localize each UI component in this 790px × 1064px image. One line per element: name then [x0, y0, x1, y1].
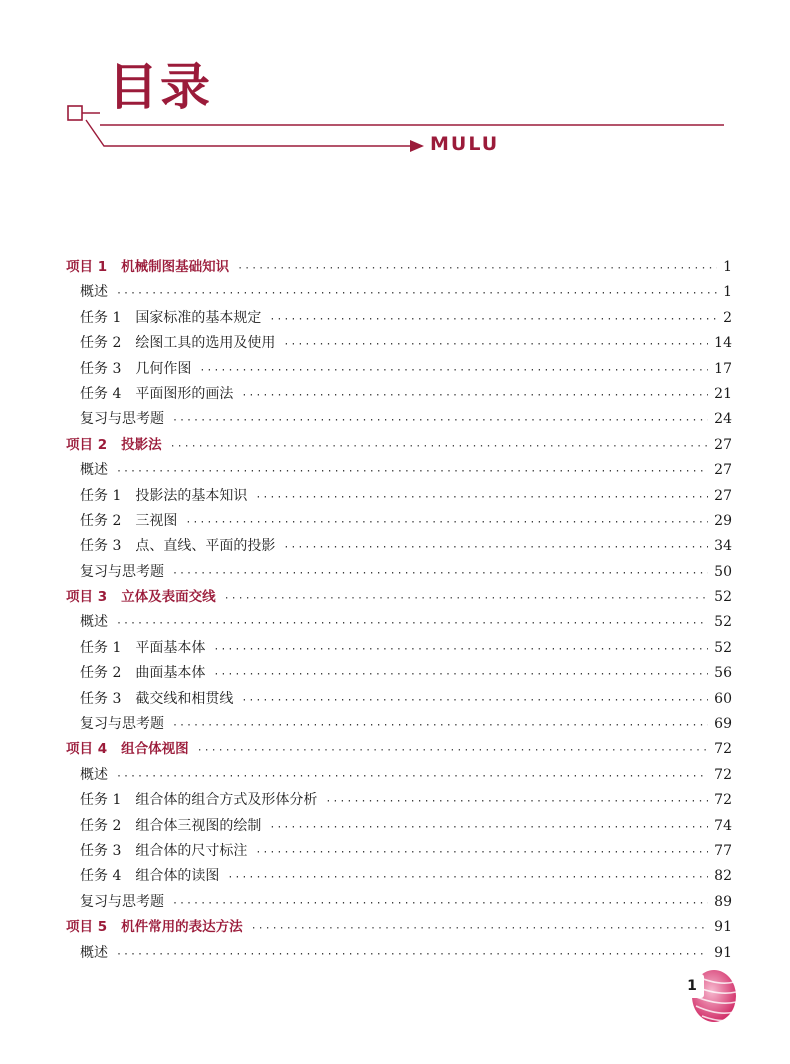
- toc-entry[interactable]: [66, 788, 732, 813]
- toc-entry-title: 平面图形的画法: [135, 385, 234, 402]
- toc-entry-number: 任务 3: [80, 842, 122, 859]
- toc-entry-page: 77: [714, 842, 732, 859]
- toc-entry[interactable]: [66, 636, 732, 661]
- toc-entry[interactable]: [66, 890, 732, 915]
- toc-entry-title: 组合体的读图: [135, 868, 220, 885]
- toc-entry-title: 概述: [80, 284, 108, 301]
- dot-leader: [241, 383, 708, 408]
- toc-entry-number: 任务 4: [80, 868, 122, 885]
- toc-entry-label: [80, 458, 108, 483]
- toc-entry-page: 72: [714, 766, 732, 783]
- dot-leader: [283, 332, 708, 357]
- toc-entry-label: [80, 864, 219, 889]
- toc-entry-label: [80, 661, 205, 686]
- dot-leader: [255, 485, 708, 510]
- toc-entry[interactable]: [66, 534, 732, 559]
- toc-entry-page: 69: [714, 716, 732, 733]
- toc-entry-title: 机械制图基础知识: [121, 259, 230, 275]
- toc-entry-title: 复习与思考题: [80, 411, 164, 428]
- toc-entry-page: 60: [714, 690, 732, 707]
- toc-entry-page: 27: [714, 462, 732, 479]
- dot-leader: [269, 815, 708, 840]
- toc-entry-label: [66, 585, 216, 610]
- toc-entry-page: 27: [714, 436, 732, 453]
- toc-entry[interactable]: [66, 407, 732, 432]
- toc-entry-page: 56: [714, 665, 732, 682]
- toc-entry-title: 曲面基本体: [135, 665, 206, 682]
- toc-header: [0, 0, 790, 170]
- toc-entry-label: [80, 331, 275, 356]
- toc-entry-label: [80, 610, 108, 635]
- toc-entry-label: [80, 280, 108, 305]
- toc-entry-label: [80, 534, 275, 559]
- dot-leader: [237, 256, 717, 281]
- dot-leader: [213, 662, 708, 687]
- toc-entry-title: 复习与思考题: [80, 716, 164, 733]
- toc-entry-page: 27: [714, 487, 732, 504]
- toc-entry[interactable]: [66, 712, 732, 737]
- dot-leader: [197, 738, 709, 763]
- dot-leader: [325, 789, 708, 814]
- toc-entry-page: 72: [714, 792, 732, 809]
- toc-entry-page: 1: [723, 259, 732, 275]
- toc-entry[interactable]: [66, 864, 732, 889]
- toc-entry-title: 复习与思考题: [80, 893, 164, 910]
- toc-entry-number: 任务 2: [80, 665, 122, 682]
- toc-entry-number: 任务 1: [80, 487, 122, 504]
- toc-entry-number: 任务 2: [80, 335, 122, 352]
- toc-entry-label: [80, 357, 191, 382]
- toc-entry-number: 项目 4: [66, 741, 108, 758]
- toc-entry-title: 概述: [80, 766, 108, 783]
- toc-entry[interactable]: [66, 814, 732, 839]
- dot-leader: [185, 510, 708, 535]
- toc-entry-number: 任务 1: [80, 639, 122, 656]
- toc-entry-page: 91: [714, 944, 732, 961]
- toc-entry-page: 52: [714, 589, 732, 606]
- toc-entry-label: [80, 712, 164, 737]
- toc-entry[interactable]: [66, 484, 732, 509]
- toc-entry-page: 14: [714, 335, 732, 352]
- dot-leader: [170, 434, 709, 459]
- toc-entry-page: 2: [723, 309, 732, 326]
- toc-project-entry[interactable]: [66, 585, 732, 610]
- toc-entry-title: 平面基本体: [135, 639, 206, 656]
- dot-leader: [116, 942, 708, 967]
- toc-entry[interactable]: [66, 661, 732, 686]
- toc-entry-title: 组合体三视图的绘制: [135, 817, 262, 834]
- toc-entry-number: 任务 3: [80, 538, 122, 555]
- toc-entry[interactable]: [66, 763, 732, 788]
- toc-entry-title: 机件常用的表达方法: [121, 919, 243, 936]
- page-badge-icon: [672, 966, 738, 1026]
- dot-leader: [172, 891, 708, 916]
- toc-entry-title: 组合体视图: [121, 741, 189, 758]
- toc-entry[interactable]: [66, 382, 732, 407]
- toc-project-entry[interactable]: [66, 737, 732, 762]
- toc-entry-label: [80, 788, 317, 813]
- toc-entry-title: 投影法的基本知识: [135, 487, 248, 504]
- toc-entry-label: [66, 737, 189, 762]
- toc-entry-title: 绘图工具的选用及使用: [135, 335, 276, 352]
- dot-leader: [255, 840, 708, 865]
- toc-entry-label: [80, 560, 164, 585]
- dot-leader: [227, 865, 708, 890]
- page-number: 1: [687, 978, 697, 994]
- toc-entry-label: [80, 814, 261, 839]
- toc-entry[interactable]: [66, 458, 732, 483]
- toc-entry[interactable]: [66, 509, 732, 534]
- toc-entry-title: 三视图: [135, 512, 178, 529]
- toc-entry-title: 概述: [80, 462, 108, 479]
- toc-entry-label: [80, 941, 108, 966]
- toc-entry-page: 1: [723, 284, 732, 301]
- toc-entry-number: 项目 1: [66, 259, 108, 275]
- toc-entry-page: 34: [714, 538, 732, 555]
- toc-entry-number: 项目 2: [66, 436, 108, 453]
- dot-leader: [283, 535, 708, 560]
- toc-entry-title: 复习与思考题: [80, 563, 164, 580]
- toc-entry-title: 点、直线、平面的投影: [135, 538, 276, 555]
- toc-entry[interactable]: [66, 687, 732, 712]
- toc-entry[interactable]: [66, 306, 732, 331]
- toc-entry[interactable]: [66, 839, 732, 864]
- toc-entry-page: 50: [714, 563, 732, 580]
- dot-leader: [199, 358, 708, 383]
- dot-leader: [172, 561, 708, 586]
- toc-entry-label: [80, 636, 205, 661]
- toc-entry-title: 国家标准的基本规定: [135, 309, 262, 326]
- toc-entry-label: [80, 763, 108, 788]
- dot-leader: [241, 688, 708, 713]
- toc-entry-title: 概述: [80, 614, 108, 631]
- toc-entry-number: 任务 3: [80, 360, 122, 377]
- toc-project-entry[interactable]: [66, 915, 732, 940]
- dot-leader: [172, 713, 708, 738]
- toc-entry-title: 概述: [80, 944, 108, 961]
- toc-entry-label: [80, 890, 164, 915]
- dot-leader: [116, 459, 708, 484]
- toc-entry[interactable]: [66, 610, 732, 635]
- toc-entry[interactable]: [66, 941, 732, 966]
- toc-entry-page: 52: [714, 639, 732, 656]
- toc-entry-number: 项目 5: [66, 919, 108, 936]
- toc-entry[interactable]: [66, 280, 732, 305]
- toc-entry-page: 29: [714, 512, 732, 529]
- dot-leader: [251, 916, 709, 941]
- toc-entry-label: [80, 382, 233, 407]
- toc-entry-page: 52: [714, 614, 732, 631]
- toc-entry[interactable]: [66, 357, 732, 382]
- toc-entry-title: 组合体的尺寸标注: [135, 842, 248, 859]
- toc-entry-label: [80, 407, 164, 432]
- dot-leader: [269, 307, 717, 332]
- toc-entry-number: 任务 1: [80, 309, 122, 326]
- toc-entry-number: 任务 2: [80, 512, 122, 529]
- toc-entry-number: 任务 3: [80, 690, 122, 707]
- toc-entry-page: 24: [714, 411, 732, 428]
- toc-entry-label: [80, 687, 233, 712]
- dot-leader: [224, 586, 709, 611]
- page-title: 目录: [108, 58, 212, 116]
- page-subtitle: MULU: [430, 133, 500, 155]
- toc-entry-page: 89: [714, 893, 732, 910]
- dot-leader: [116, 764, 708, 789]
- toc-entry-title: 截交线和相贯线: [135, 690, 234, 707]
- toc-entry[interactable]: [66, 331, 732, 356]
- dot-leader: [172, 408, 708, 433]
- table-of-contents: [66, 255, 732, 966]
- toc-entry-page: 17: [714, 360, 732, 377]
- toc-entry-page: 82: [714, 868, 732, 885]
- toc-entry-page: 91: [714, 919, 732, 936]
- toc-entry-label: [66, 433, 162, 458]
- toc-entry-label: [66, 255, 229, 280]
- toc-entry-title: 组合体的组合方式及形体分析: [135, 792, 318, 809]
- dot-leader: [116, 281, 717, 306]
- toc-entry-label: [80, 484, 247, 509]
- toc-entry-number: 任务 1: [80, 792, 122, 809]
- toc-entry[interactable]: [66, 560, 732, 585]
- toc-entry-label: [66, 915, 243, 940]
- toc-entry-page: 74: [714, 817, 732, 834]
- toc-entry-title: 几何作图: [135, 360, 192, 377]
- toc-entry-label: [80, 509, 177, 534]
- toc-entry-title: 立体及表面交线: [121, 589, 216, 606]
- toc-entry-page: 21: [714, 385, 732, 402]
- toc-entry-page: 72: [714, 741, 732, 758]
- dot-leader: [213, 637, 708, 662]
- toc-entry-number: 项目 3: [66, 589, 108, 606]
- toc-entry-label: [80, 839, 247, 864]
- toc-project-entry[interactable]: [66, 433, 732, 458]
- dot-leader: [116, 611, 708, 636]
- toc-entry-title: 投影法: [121, 436, 162, 453]
- toc-entry-label: [80, 306, 261, 331]
- toc-entry-number: 任务 2: [80, 817, 122, 834]
- toc-entry-number: 任务 4: [80, 385, 122, 402]
- toc-project-entry[interactable]: [66, 255, 732, 280]
